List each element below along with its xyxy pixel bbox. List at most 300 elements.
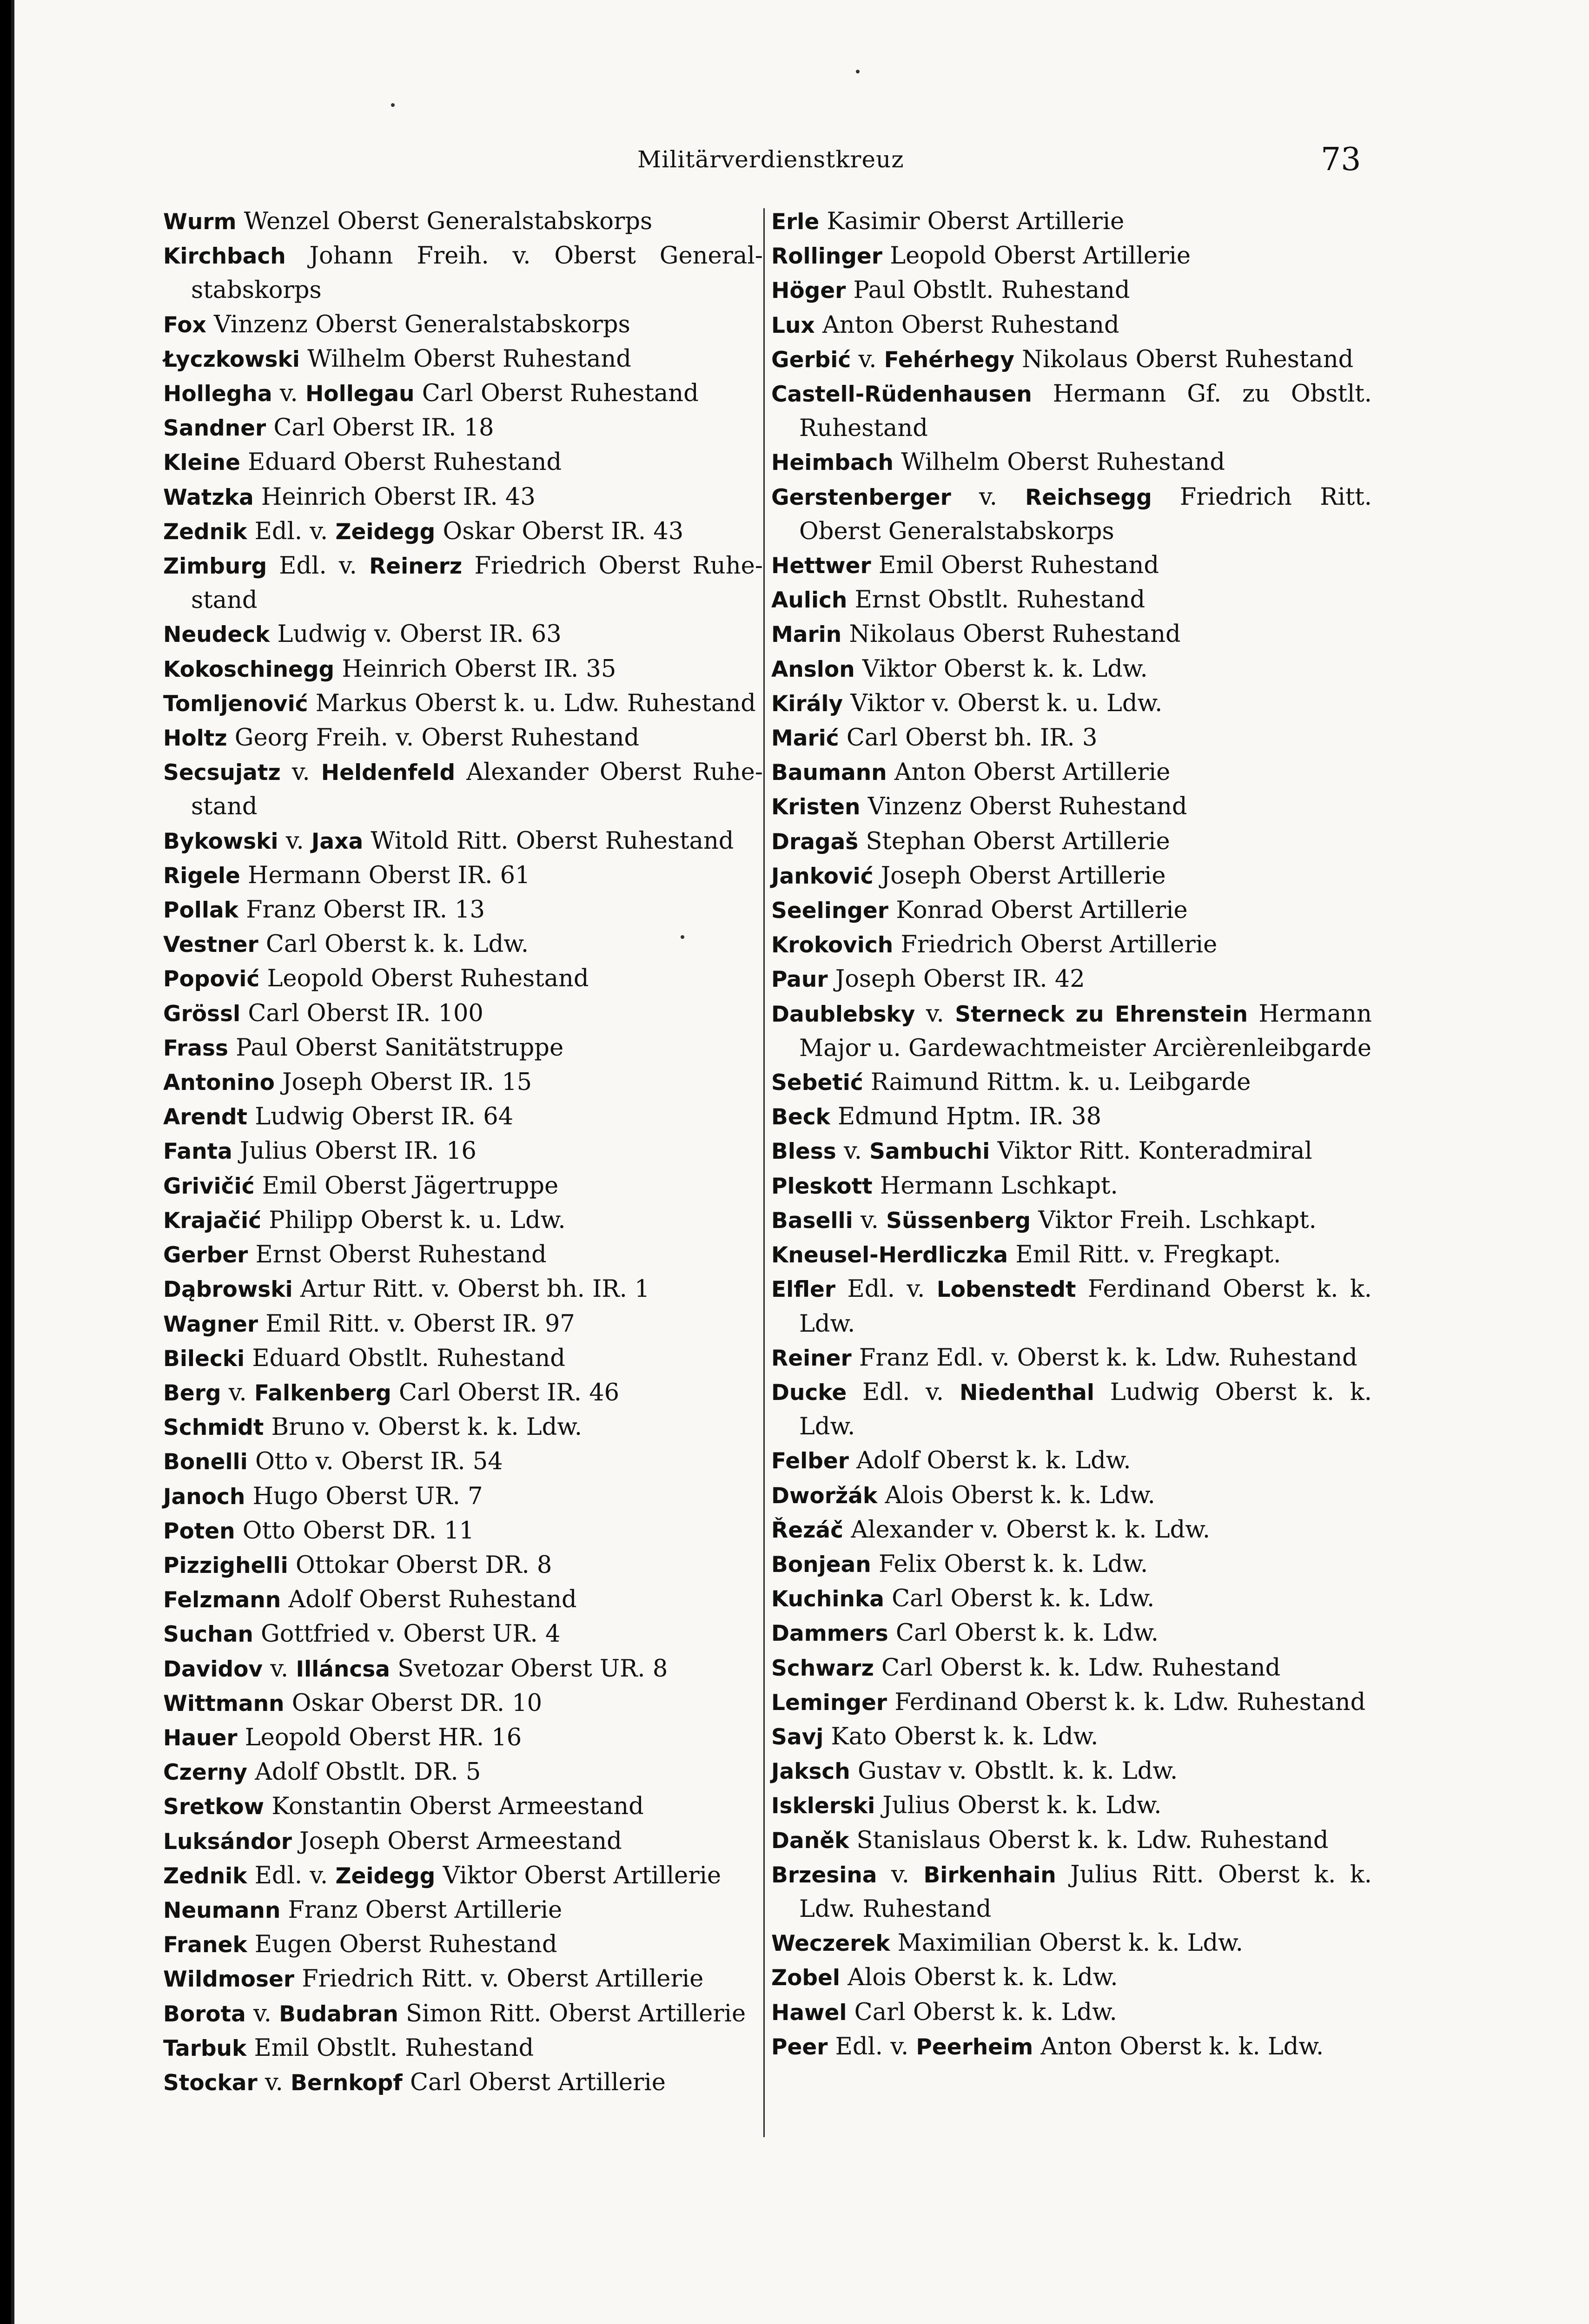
list-entry bbox=[163, 1859, 763, 1893]
entry-surname: Elfler bbox=[771, 1277, 836, 1303]
entry-surname: Hettwer bbox=[771, 553, 871, 579]
list-entry bbox=[163, 1583, 763, 1617]
list-entry bbox=[163, 997, 763, 1031]
entry-surname: Zeidegg bbox=[335, 519, 436, 545]
entry-surname: Schmidt bbox=[163, 1415, 264, 1441]
list-entry bbox=[771, 205, 1372, 239]
list-entry bbox=[771, 1789, 1372, 1823]
entry-surname: Lux bbox=[771, 312, 815, 338]
print-speck bbox=[391, 103, 395, 107]
entry-surname: Zednik bbox=[163, 1863, 247, 1889]
running-head: Militärverdienstkreuz bbox=[637, 146, 904, 173]
list-entry bbox=[163, 1721, 763, 1755]
entry-details: Joseph Oberst IR. 42 bbox=[828, 965, 1085, 993]
entry-details: Emil Oberst Ruhestand bbox=[871, 552, 1159, 580]
entry-surname: Tomljenović bbox=[163, 691, 308, 717]
entry-details: Konstantin Oberst Armeestand bbox=[264, 1793, 644, 1821]
entry-details: Adolf Obstlt. DR. 5 bbox=[247, 1758, 481, 1786]
entry-surname: Király bbox=[771, 691, 843, 717]
entry-surname: Pleskott bbox=[771, 1173, 873, 1199]
entry-surname: Stockar bbox=[163, 2070, 258, 2096]
entry-details: Franz Oberst IR. 13 bbox=[238, 896, 485, 924]
entry-surname: Łyczkowski bbox=[163, 346, 300, 372]
entry-surname: Dąbrowski bbox=[163, 1277, 293, 1303]
list-entry bbox=[771, 1134, 1372, 1169]
list-entry bbox=[163, 1031, 763, 1065]
entry-surname: Beck bbox=[771, 1104, 830, 1130]
page-header bbox=[14, 139, 1589, 186]
entry-details: Joseph Oberst Armeestand bbox=[291, 1827, 622, 1855]
entry-surname: Czerny bbox=[163, 1760, 248, 1786]
column-divider bbox=[763, 208, 765, 2137]
entry-details: Carl Oberst IR. 46 bbox=[391, 1379, 620, 1406]
entry-details: Wenzel Oberst Generalstabskorps bbox=[236, 208, 653, 235]
entry-surname: Peer bbox=[771, 2034, 828, 2060]
list-entry bbox=[163, 1686, 763, 1721]
entry-details: Hermann Lschkapt. bbox=[872, 1172, 1118, 1200]
entry-details: Anton Oberst Ruhestand bbox=[814, 311, 1119, 339]
entry-surname: Ducke bbox=[771, 1380, 847, 1406]
list-entry bbox=[163, 342, 763, 376]
list-entry bbox=[771, 1065, 1372, 1100]
list-entry bbox=[163, 652, 763, 687]
entry-details: v. bbox=[915, 1000, 955, 1028]
entry-surname: Lobenstedt bbox=[936, 1277, 1076, 1303]
entry-surname: Marić bbox=[771, 726, 839, 752]
entry-surname: Hawel bbox=[771, 2000, 847, 2026]
entry-surname: Seelinger bbox=[771, 898, 888, 924]
entry-details: Anton Oberst Artillerie bbox=[887, 759, 1171, 786]
list-entry bbox=[771, 755, 1372, 790]
list-entry bbox=[771, 1961, 1372, 1995]
entry-surname: Höger bbox=[771, 278, 846, 304]
entry-details: Paul Obstlt. Ruhestand bbox=[846, 277, 1130, 304]
entry-surname: Illáncsa bbox=[296, 1656, 390, 1682]
entry-details: Julius Oberst IR. 16 bbox=[232, 1137, 477, 1165]
list-entry bbox=[771, 1754, 1372, 1789]
list-entry bbox=[163, 2066, 763, 2100]
entry-details: Edl. v. bbox=[847, 1378, 960, 1406]
entry-surname: Frass bbox=[163, 1035, 228, 1061]
entry-details: Georg Freih. v. Oberst Ruhestand bbox=[227, 724, 640, 752]
entry-surname: Grivičić bbox=[163, 1173, 255, 1199]
list-entry bbox=[163, 1203, 763, 1238]
list-entry bbox=[163, 1479, 763, 1514]
entry-surname: Paur bbox=[771, 967, 828, 993]
list-entry bbox=[163, 1928, 763, 1962]
entry-surname: Borota bbox=[163, 2001, 246, 2027]
entry-details: Emil Oberst Jägertruppe bbox=[254, 1172, 559, 1200]
list-entry bbox=[771, 1651, 1372, 1685]
list-entry bbox=[771, 617, 1372, 652]
list-entry bbox=[163, 687, 763, 721]
list-entry bbox=[163, 617, 763, 652]
list-entry bbox=[163, 1134, 763, 1169]
entry-details: Friedrich Ritt. v. Oberst Artillerie bbox=[294, 1965, 704, 1993]
list-entry bbox=[163, 1997, 763, 2031]
list-entry bbox=[163, 927, 763, 962]
entry-details: Friedrich Oberst Ruhestand bbox=[191, 552, 763, 614]
book-page bbox=[11, 0, 1589, 2324]
list-entry bbox=[771, 1582, 1372, 1616]
entry-details: Kasimir Oberst Artillerie bbox=[819, 208, 1125, 235]
entry-details: Franz Edl. v. Oberst k. k. Ldw. Ruhestand bbox=[851, 1344, 1357, 1372]
entry-surname: Bonjean bbox=[771, 1552, 871, 1578]
entry-surname: Bilecki bbox=[163, 1346, 245, 1372]
list-entry bbox=[163, 1514, 763, 1548]
entry-details: Adolf Oberst k. k. Ldw. bbox=[848, 1447, 1131, 1475]
entry-surname: Wittmann bbox=[163, 1690, 285, 1717]
entry-details: v. bbox=[851, 345, 884, 373]
entry-surname: Krokovich bbox=[771, 932, 894, 958]
entry-details: Bruno v. Oberst k. k. Ldw. bbox=[264, 1413, 583, 1441]
entry-surname: Marin bbox=[771, 622, 842, 648]
entry-surname: Bykowski bbox=[163, 828, 278, 854]
list-entry bbox=[771, 377, 1372, 445]
entry-surname: Felzmann bbox=[163, 1587, 281, 1613]
entry-details: Wilhelm Oberst Ruhestand bbox=[893, 449, 1225, 476]
page-number: 73 bbox=[1321, 141, 1361, 178]
entry-surname: Wildmoser bbox=[163, 1967, 294, 1993]
entry-surname: Bernkopf bbox=[291, 2070, 403, 2096]
entry-details: Leopold Oberst Ruhestand bbox=[259, 965, 589, 993]
list-entry bbox=[771, 1513, 1372, 1547]
list-entry bbox=[771, 343, 1372, 377]
entry-details: Carl Oberst IR. 18 bbox=[266, 414, 494, 442]
entry-surname: Hollegau bbox=[305, 381, 415, 407]
entry-details: Hermann Oberst IR. 61 bbox=[240, 861, 530, 889]
entry-details: v. bbox=[877, 1861, 924, 1888]
entry-surname: Arendt bbox=[163, 1104, 248, 1130]
list-entry bbox=[163, 858, 763, 893]
entry-details: v. bbox=[853, 1206, 887, 1234]
list-entry bbox=[771, 962, 1372, 997]
entry-details: Otto v. Oberst IR. 54 bbox=[247, 1448, 503, 1476]
list-entry bbox=[771, 893, 1372, 928]
entry-details: Vinzenz Oberst Ruhestand bbox=[860, 793, 1187, 821]
list-entry bbox=[163, 755, 763, 824]
entry-details: v. bbox=[280, 759, 321, 786]
list-entry bbox=[771, 1616, 1372, 1651]
entry-surname: Suchan bbox=[163, 1622, 253, 1648]
list-entry bbox=[163, 1169, 763, 1203]
list-entry bbox=[163, 1376, 763, 1410]
print-speck bbox=[856, 70, 860, 73]
entry-details: Wilhelm Oberst Ruhestand bbox=[299, 345, 631, 373]
entry-surname: Niedenthal bbox=[959, 1380, 1094, 1406]
entry-surname: Neumann bbox=[163, 1897, 281, 1923]
entry-details: Kato Oberst k. k. Ldw. bbox=[823, 1723, 1099, 1750]
entry-details: Eduard Obstlt. Ruhestand bbox=[245, 1344, 565, 1372]
entry-details: Edmund Hptm. IR. 38 bbox=[830, 1103, 1102, 1131]
entry-details: Hugo Oberst UR. 7 bbox=[245, 1482, 483, 1510]
entry-surname: Gerstenberger bbox=[771, 484, 951, 510]
list-entry bbox=[163, 445, 763, 480]
list-entry bbox=[163, 549, 763, 617]
entry-details: Emil Obstlt. Ruhestand bbox=[246, 2034, 534, 2062]
entry-details: Carl Oberst k. k. Ldw. bbox=[847, 1998, 1117, 2026]
list-entry bbox=[771, 1858, 1372, 1926]
entry-surname: Schwarz bbox=[771, 1655, 874, 1681]
list-entry bbox=[163, 1962, 763, 1996]
entry-details: Eugen Oberst Ruhestand bbox=[247, 1931, 557, 1959]
entry-details: Hermann Gf. zu Obstlt. Ruhestand bbox=[799, 380, 1372, 442]
entry-surname: Antonino bbox=[163, 1070, 275, 1096]
entry-details: Carl Oberst k. k. Ldw. Ruhestand bbox=[874, 1654, 1281, 1682]
entry-surname: Peerheim bbox=[916, 2034, 1033, 2060]
list-entry bbox=[771, 548, 1372, 583]
list-entry bbox=[163, 239, 763, 307]
entry-surname: Sambuchi bbox=[869, 1139, 990, 1165]
list-entry bbox=[771, 480, 1372, 548]
entry-surname: Budabran bbox=[279, 2001, 398, 2027]
entry-surname: Berg bbox=[163, 1380, 221, 1406]
entry-details: Ludwig Oberst k. k. Ldw. bbox=[799, 1378, 1372, 1441]
entry-details: Edl. v. bbox=[835, 1275, 937, 1303]
list-entry bbox=[771, 1547, 1372, 1582]
entry-surname: Kokoschinegg bbox=[163, 656, 335, 682]
list-entry bbox=[771, 1238, 1372, 1272]
entry-details: Carl Oberst k. k. Ldw. bbox=[884, 1585, 1155, 1613]
list-entry bbox=[163, 1238, 763, 1272]
entry-surname: Janković bbox=[771, 863, 874, 889]
list-entry bbox=[771, 1720, 1372, 1754]
entry-details: Heinrich Oberst IR. 35 bbox=[334, 655, 616, 683]
entry-surname: Luksándor bbox=[163, 1829, 292, 1855]
entry-details: v. bbox=[221, 1379, 254, 1406]
entry-surname: Watzka bbox=[163, 484, 254, 510]
entry-details: Carl Oberst k. k. Ldw. bbox=[888, 1619, 1159, 1647]
entry-surname: Weczerek bbox=[771, 1931, 890, 1957]
list-entry bbox=[163, 1652, 763, 1686]
list-entry bbox=[163, 1410, 763, 1445]
entry-surname: Zednik bbox=[163, 519, 247, 545]
entry-details: Anton Oberst k. k. Ldw. bbox=[1033, 2033, 1324, 2060]
list-entry bbox=[163, 308, 763, 342]
entry-surname: Aulich bbox=[771, 588, 847, 614]
entry-details: v. bbox=[263, 1655, 296, 1683]
entry-details: Stephan Oberst Artillerie bbox=[858, 827, 1170, 855]
entry-surname: Gerbić bbox=[771, 347, 851, 373]
print-speck bbox=[681, 935, 684, 939]
entry-surname: Zeidegg bbox=[335, 1863, 436, 1889]
entry-surname: Baumann bbox=[771, 760, 887, 786]
list-entry bbox=[771, 2030, 1372, 2064]
entry-surname: Popović bbox=[163, 966, 260, 992]
entry-surname: Reiner bbox=[771, 1345, 852, 1371]
entry-details: Philipp Oberst k. u. Ldw. bbox=[261, 1206, 566, 1234]
list-entry bbox=[771, 239, 1372, 273]
left-column bbox=[163, 205, 763, 2100]
list-entry bbox=[771, 1995, 1372, 2030]
entry-details: Ottokar Oberst DR. 8 bbox=[288, 1551, 552, 1579]
entry-surname: Reichsegg bbox=[1025, 484, 1152, 510]
entry-surname: Fanta bbox=[163, 1139, 232, 1165]
entry-surname: Süssenberg bbox=[886, 1208, 1031, 1234]
list-entry bbox=[771, 997, 1372, 1065]
entry-surname: Baselli bbox=[771, 1208, 853, 1234]
entry-details: Edl. v. bbox=[267, 552, 370, 580]
entry-surname: Secsujatz bbox=[163, 760, 281, 786]
entry-surname: Hollegha bbox=[163, 381, 272, 407]
entry-surname: Pollak bbox=[163, 898, 238, 924]
list-entry bbox=[163, 480, 763, 515]
list-entry bbox=[163, 824, 763, 858]
list-entry bbox=[771, 1341, 1372, 1375]
entry-surname: Rollinger bbox=[771, 244, 882, 270]
entry-details: Edl. v. bbox=[247, 517, 336, 545]
list-entry bbox=[771, 1375, 1372, 1444]
list-entry bbox=[163, 1893, 763, 1928]
entry-surname: Fox bbox=[163, 312, 206, 338]
list-entry bbox=[163, 376, 763, 411]
entry-details: Gottfried v. Oberst UR. 4 bbox=[253, 1620, 561, 1648]
entry-surname: Rigele bbox=[163, 863, 240, 889]
entry-surname: Kristen bbox=[771, 794, 861, 820]
entry-surname: Holtz bbox=[163, 726, 227, 752]
entry-surname: Kirchbach bbox=[163, 244, 286, 270]
entry-details: Nikolaus Oberst Ruhestand bbox=[841, 621, 1181, 648]
entry-details: Hermann Major u. Gardewachtmeister Arcièrenleibgarde bbox=[799, 1000, 1372, 1062]
entry-surname: Castell-Rüdenhausen bbox=[771, 382, 1032, 408]
entry-details: Ludwig v. Oberst IR. 63 bbox=[270, 621, 562, 648]
entry-surname: Grössl bbox=[163, 1001, 241, 1027]
entry-details: Eduard Oberst Ruhestand bbox=[240, 449, 562, 476]
entry-surname: Sebetić bbox=[771, 1070, 863, 1096]
entry-details: Alexander v. Oberst k. k. Ldw. bbox=[843, 1516, 1211, 1544]
entry-details: Heinrich Oberst IR. 43 bbox=[253, 483, 536, 511]
entry-details: Otto Oberst DR. 11 bbox=[235, 1517, 474, 1545]
entry-surname: Hauer bbox=[163, 1725, 238, 1751]
entry-surname: Heldenfeld bbox=[321, 760, 456, 786]
entry-details: Franz Oberst Artillerie bbox=[280, 1896, 563, 1924]
entry-surname: Krajačić bbox=[163, 1208, 261, 1234]
entry-details: Viktor Oberst k. k. Ldw. bbox=[854, 655, 1148, 683]
entry-details: v. bbox=[245, 2000, 279, 2027]
entry-details: Svetozar Oberst UR. 8 bbox=[390, 1655, 668, 1683]
entry-surname: Sretkow bbox=[163, 1794, 265, 1820]
list-entry bbox=[771, 1444, 1372, 1478]
entry-surname: Heimbach bbox=[771, 450, 894, 476]
list-entry bbox=[771, 308, 1372, 343]
entry-details: Viktor Freih. Lschkapt. bbox=[1031, 1206, 1317, 1234]
list-entry bbox=[771, 790, 1372, 824]
list-entry bbox=[163, 2031, 763, 2066]
entry-details: Witold Ritt. Oberst Ruhestand bbox=[363, 827, 734, 855]
entry-surname: Wurm bbox=[163, 209, 237, 235]
list-entry bbox=[163, 1617, 763, 1651]
entry-details: Alois Oberst k. k. Ldw. bbox=[840, 1964, 1118, 1992]
entry-surname: Felber bbox=[771, 1448, 849, 1474]
entry-details: Carl Oberst k. k. Ldw. bbox=[258, 931, 529, 958]
list-entry bbox=[163, 721, 763, 755]
entry-surname: Bless bbox=[771, 1139, 836, 1165]
entry-surname: Gerber bbox=[163, 1242, 248, 1268]
entry-details: Oskar Oberst IR. 43 bbox=[435, 517, 684, 545]
entry-surname: Reinerz bbox=[369, 554, 463, 580]
right-column bbox=[771, 205, 1372, 2064]
list-entry bbox=[771, 1823, 1372, 1858]
entry-surname: Erle bbox=[771, 209, 820, 235]
entry-details: Joseph Oberst IR. 15 bbox=[274, 1069, 532, 1096]
entry-details: Alois Oberst k. k. Ldw. bbox=[877, 1481, 1155, 1509]
list-entry bbox=[771, 1169, 1372, 1203]
list-entry bbox=[771, 928, 1372, 962]
list-entry bbox=[163, 1341, 763, 1376]
entry-details: Maximilian Oberst k. k. Ldw. bbox=[890, 1929, 1243, 1957]
list-entry bbox=[771, 273, 1372, 308]
entry-details: Vinzenz Oberst Generalstabskorps bbox=[206, 310, 630, 338]
entry-surname: Zimburg bbox=[163, 554, 267, 580]
entry-details: Joseph Oberst Artillerie bbox=[873, 862, 1166, 890]
entry-details: Leopold Oberst Artillerie bbox=[882, 242, 1191, 270]
entry-surname: Dammers bbox=[771, 1621, 888, 1647]
list-entry bbox=[163, 1445, 763, 1479]
entry-details: Alexander Oberst Ruhestand bbox=[191, 759, 763, 821]
entry-details: Viktor v. Oberst k. u. Ldw. bbox=[843, 689, 1163, 717]
entry-details: Adolf Oberst Ruhestand bbox=[281, 1586, 577, 1614]
entry-details: Felix Oberst k. k. Ldw. bbox=[871, 1550, 1148, 1578]
entry-details: Edl. v. bbox=[247, 1862, 336, 1889]
list-entry bbox=[771, 825, 1372, 859]
entry-surname: Kneusel-Herdliczka bbox=[771, 1242, 1008, 1268]
entry-surname: Zobel bbox=[771, 1965, 840, 1991]
list-entry bbox=[163, 515, 763, 549]
entry-details: Viktor Oberst Artillerie bbox=[435, 1862, 722, 1889]
entry-surname: Dragaš bbox=[771, 829, 859, 855]
list-entry bbox=[771, 1203, 1372, 1238]
list-entry bbox=[771, 1272, 1372, 1340]
list-entry bbox=[163, 1065, 763, 1100]
entry-surname: Franek bbox=[163, 1932, 247, 1958]
entry-details: Emil Ritt. v. Oberst IR. 97 bbox=[258, 1310, 575, 1338]
entry-surname: Sandner bbox=[163, 416, 266, 442]
entry-details: Edl. v. bbox=[828, 2033, 916, 2060]
list-entry bbox=[163, 1272, 763, 1307]
entry-surname: Vestner bbox=[163, 932, 258, 958]
entry-details: Markus Oberst k. u. Ldw. Ruhestand bbox=[308, 689, 756, 717]
entry-surname: Poten bbox=[163, 1518, 235, 1544]
entry-details: Ludwig Oberst IR. 64 bbox=[247, 1103, 514, 1131]
entry-details: Gustav v. Obstlt. k. k. Ldw. bbox=[850, 1757, 1178, 1785]
entry-details: Leopold Oberst HR. 16 bbox=[237, 1723, 522, 1751]
entry-details: Simon Ritt. Oberst Artillerie bbox=[398, 2000, 746, 2027]
list-entry bbox=[163, 1755, 763, 1789]
entry-surname: Anslon bbox=[771, 656, 855, 682]
entry-details: Carl Oberst Ruhestand bbox=[414, 380, 699, 408]
list-entry bbox=[163, 1789, 763, 1824]
entry-details: Carl Oberst IR. 100 bbox=[240, 999, 483, 1027]
list-entry bbox=[163, 1307, 763, 1341]
entry-details: Julius Oberst k. k. Ldw. bbox=[875, 1792, 1162, 1820]
entry-surname: Savj bbox=[771, 1724, 824, 1750]
entry-surname: Falkenberg bbox=[254, 1380, 391, 1406]
entry-surname: Pizzighelli bbox=[163, 1552, 288, 1578]
entry-details: Friedrich Oberst Artillerie bbox=[893, 931, 1218, 959]
entry-surname: Brzesina bbox=[771, 1862, 877, 1888]
entry-details: Emil Ritt. v. Fregkapt. bbox=[1008, 1241, 1281, 1269]
entry-surname: Wagner bbox=[163, 1311, 258, 1337]
entry-details: v. bbox=[278, 827, 311, 855]
entry-surname: Dworžák bbox=[771, 1483, 878, 1509]
entry-details: Viktor Ritt. Konteradmiral bbox=[990, 1137, 1312, 1165]
entry-surname: Bonelli bbox=[163, 1449, 248, 1475]
entry-details: Paul Oberst Sanitätstruppe bbox=[228, 1034, 564, 1062]
list-entry bbox=[163, 205, 763, 239]
entry-details: v. bbox=[836, 1137, 870, 1165]
entry-details: Stanislaus Oberst k. k. Ldw. Ruhestand bbox=[849, 1826, 1329, 1854]
entry-details: v. bbox=[272, 380, 305, 408]
